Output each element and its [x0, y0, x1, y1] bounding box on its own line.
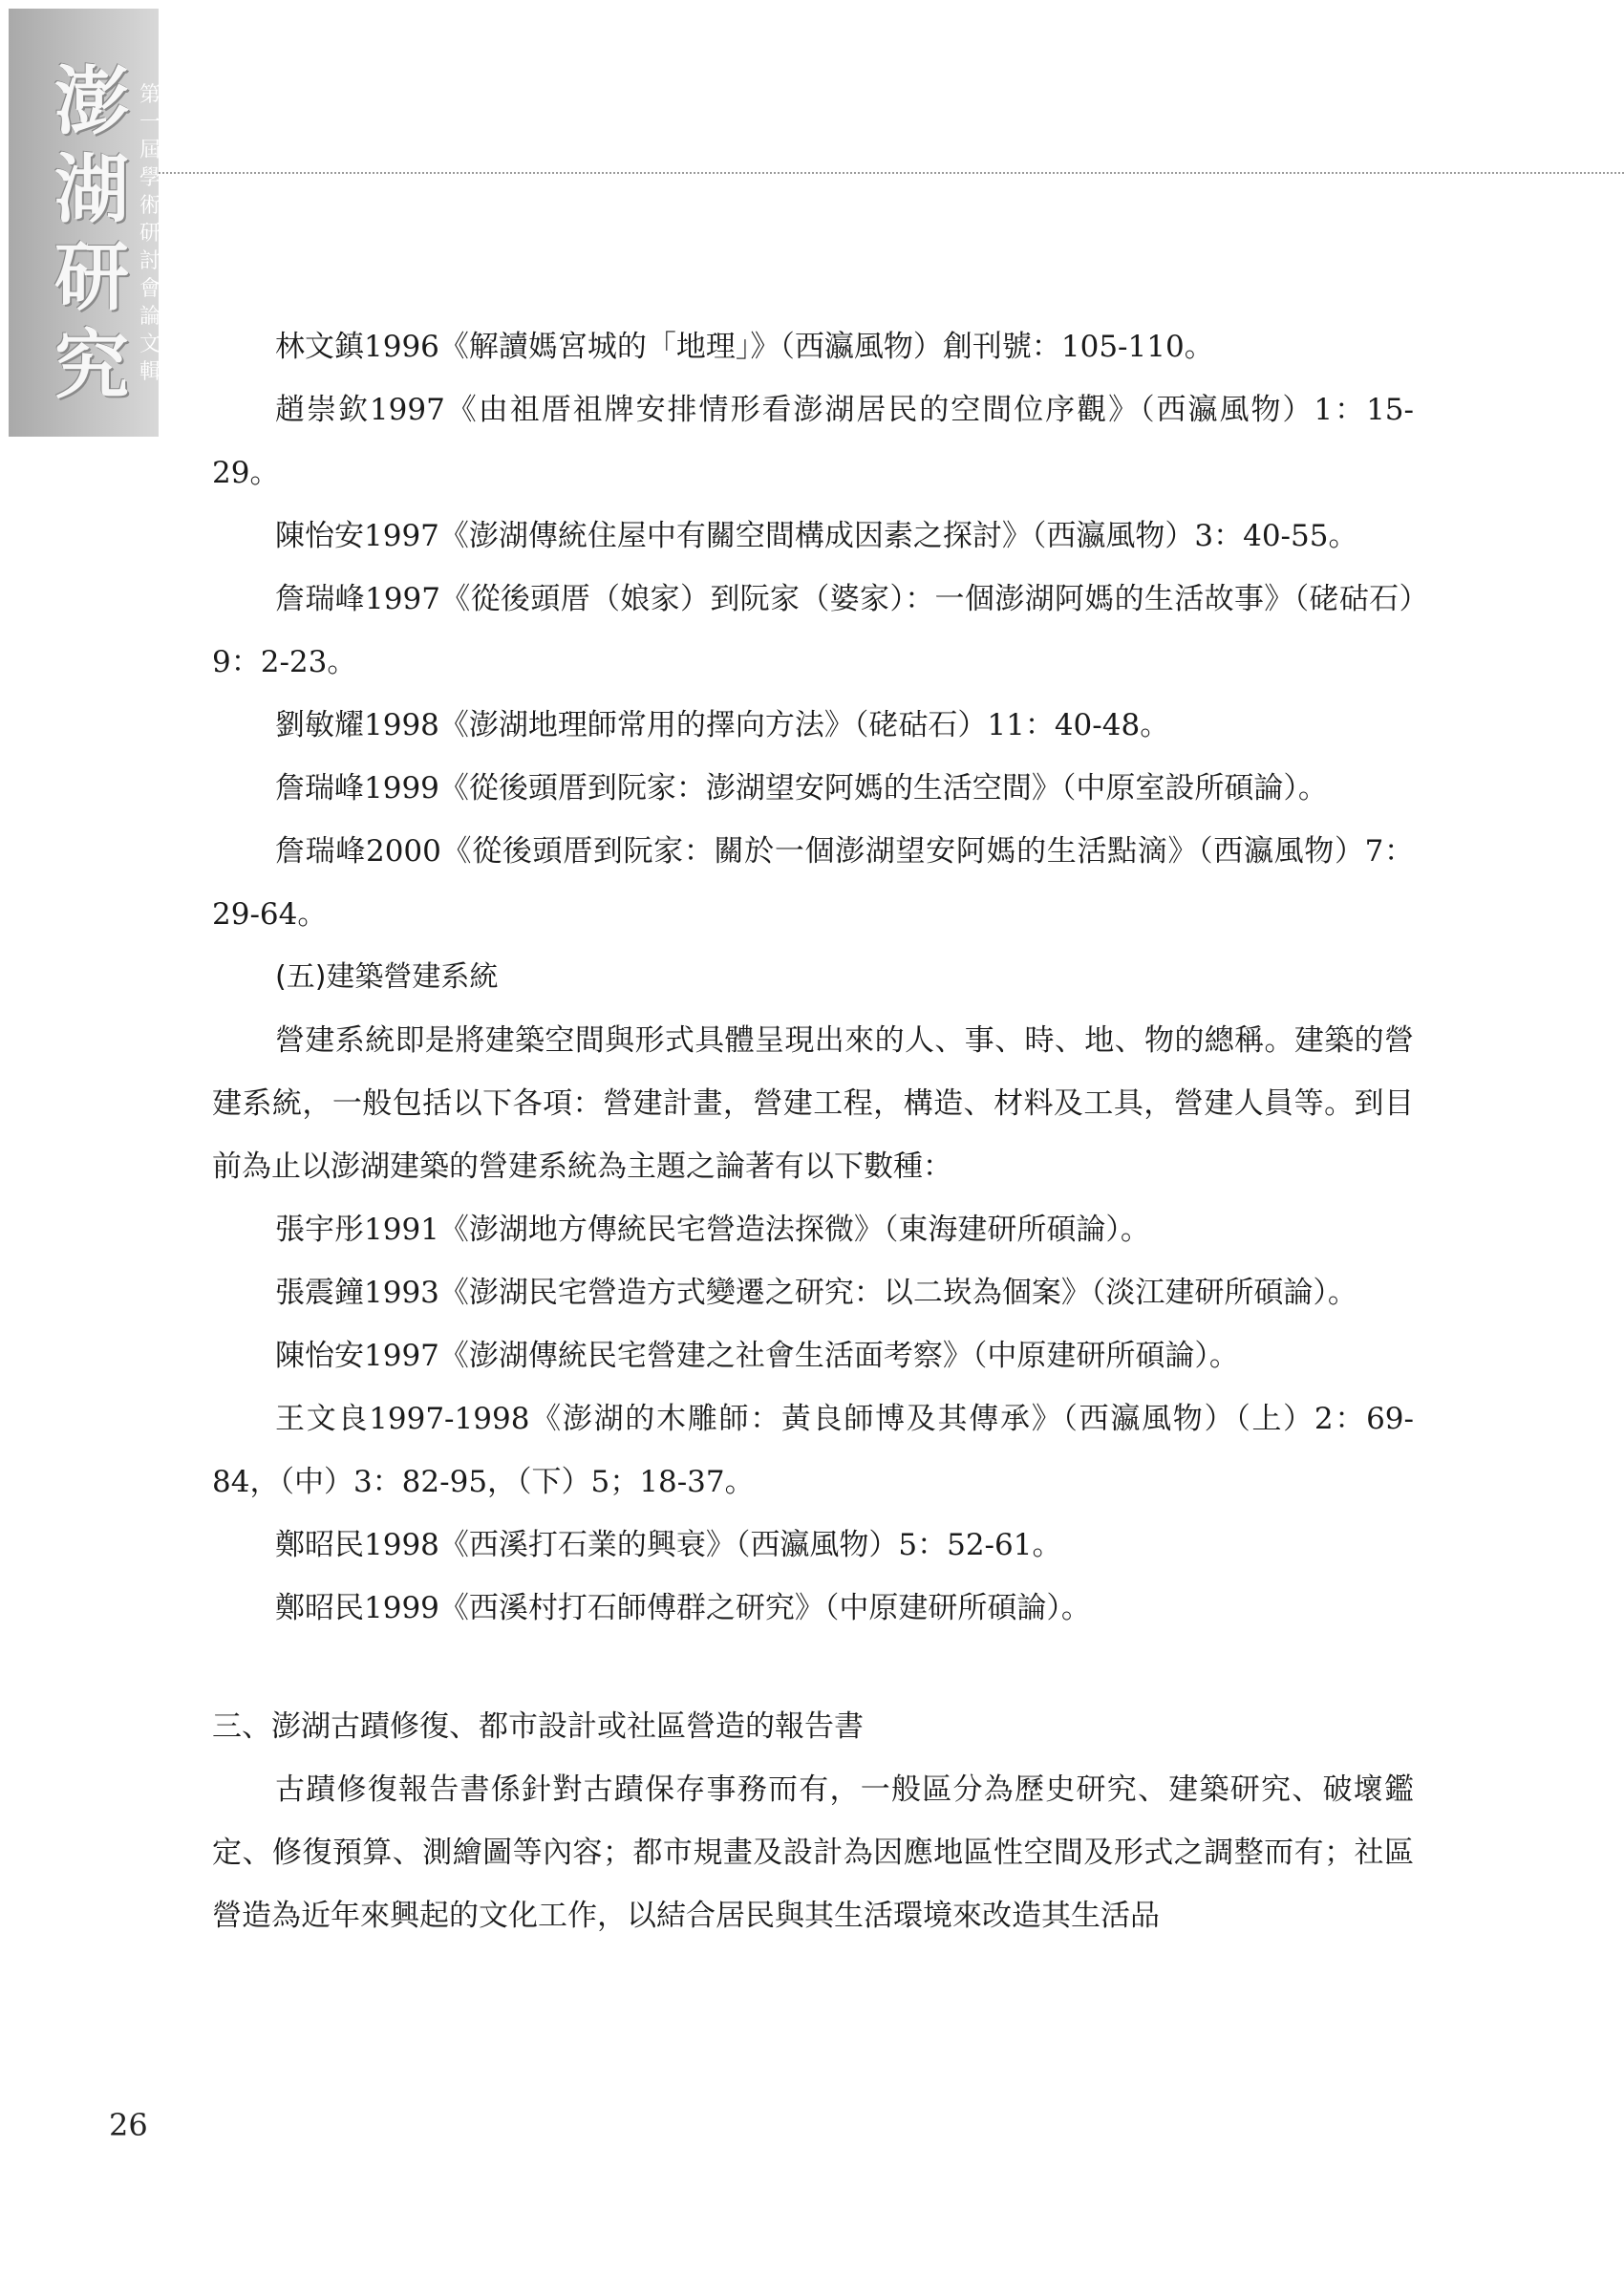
page-number: 26: [109, 2107, 148, 2143]
reference-entry: 詹瑞峰1999《從後頭厝到阮家：澎湖望安阿媽的生活空間》（中原室設所碩論）。: [275, 771, 1328, 806]
reference-entry: 鄭昭民1999《西溪村打石師傅群之研究》（中原建研所碩論）。: [275, 1591, 1091, 1625]
sidebar-subtitle-char: 術: [139, 194, 160, 218]
sidebar-subtitle-char: 第: [139, 83, 160, 107]
body-paragraph: 營建系統即是將建築空間與形式具體呈現出來的人、事、時、地、物的總稱。建築的營建系統，一般包括以下各項：營建計畫，營建工程，構造、材料及工具，營建人員等。到目前為止以澎湖建築的營建系統為主題之論著有以下數種：: [212, 1023, 1414, 1184]
reference-entry: 陳怡安1997《澎湖傳統住屋中有關空間構成因素之探討》（西瀛風物）3：40-55。: [275, 519, 1358, 553]
sidebar-subtitle-char: 文: [139, 333, 160, 356]
reference-entry: 張宇彤1991《澎湖地方傳統民宅營造法探微》（東海建研所碩論）。: [275, 1213, 1150, 1247]
reference-entry: 林文鎮1996《解讀媽宮城的「地理」》（西瀛風物）創刊號：105-110。: [275, 330, 1214, 364]
reference-entry: 詹瑞峰2000《從後頭厝到阮家：關於一個澎湖望安阿媽的生活點滴》（西瀛風物）7：29-64。: [212, 834, 1414, 932]
sidebar-subtitle-char: 輯: [139, 360, 160, 384]
body-paragraph: 古蹟修復報告書係針對古蹟保存事務而有，一般區分為歷史研究、建築研究、破壞鑑定、修復預算、測繪圖等內容；都市規畫及設計為因應地區性空間及形式之調整而有；社區營造為近年來興起的文化工作，以結合居民與其生活環境來改造其生活品: [212, 1772, 1414, 1933]
sidebar-title: [53, 58, 131, 410]
sidebar-title-char: 究: [53, 323, 129, 409]
sidebar-subtitle: [136, 81, 164, 386]
subsection-heading: (五)建築營建系統: [275, 960, 499, 994]
reference-entry: 劉敏耀1998《澎湖地理師常用的擇向方法》（硓𥑮石）11：40-48。: [275, 708, 1170, 742]
sidebar-subtitle-char: 論: [139, 305, 160, 329]
reference-entry: 陳怡安1997《澎湖傳統民宅營建之社會生活面考察》（中原建研所碩論）。: [275, 1339, 1239, 1373]
sidebar-title-char: 湖: [53, 147, 129, 233]
sidebar-subtitle-char: 討: [139, 249, 160, 273]
sidebar-title-char: 研: [53, 235, 129, 321]
reference-entry: 王文良1997-1998《澎湖的木雕師：黃良師博及其傳承》（西瀛風物）（上）2：69-84，（中）3：82-95，（下）5；18-37。: [212, 1402, 1414, 1499]
sidebar-title-tab: [9, 9, 159, 437]
sidebar-subtitle-char: 屆: [139, 139, 160, 162]
body-text: [212, 315, 1414, 1947]
reference-entry: 趙崇欽1997《由祖厝祖牌安排情形看澎湖居民的空間位序觀》（西瀛風物）1：15-29。: [212, 393, 1414, 490]
sidebar-subtitle-char: 研: [139, 222, 160, 246]
sidebar-title-char: 澎: [53, 59, 129, 145]
sidebar-subtitle-char: 學: [139, 166, 160, 190]
reference-entry: 詹瑞峰1997《從後頭厝（娘家）到阮家（婆家）：一個澎湖阿媽的生活故事》（硓𥑮石）9：2-23。: [212, 582, 1414, 679]
section-heading: 三、澎湖古蹟修復、都市設計或社區營造的報告書: [212, 1709, 864, 1744]
sidebar-subtitle-char: 會: [139, 277, 160, 301]
header-dotted-rule: [159, 172, 1624, 174]
reference-entry: 鄭昭民1998《西溪打石業的興衰》（西瀛風物）5：52-61。: [275, 1528, 1062, 1562]
sidebar-subtitle-char: 一: [139, 111, 160, 135]
reference-entry: 張震鐘1993《澎湖民宅營造方式變遷之研究：以二崁為個案》（淡江建研所碩論）。: [275, 1276, 1357, 1310]
